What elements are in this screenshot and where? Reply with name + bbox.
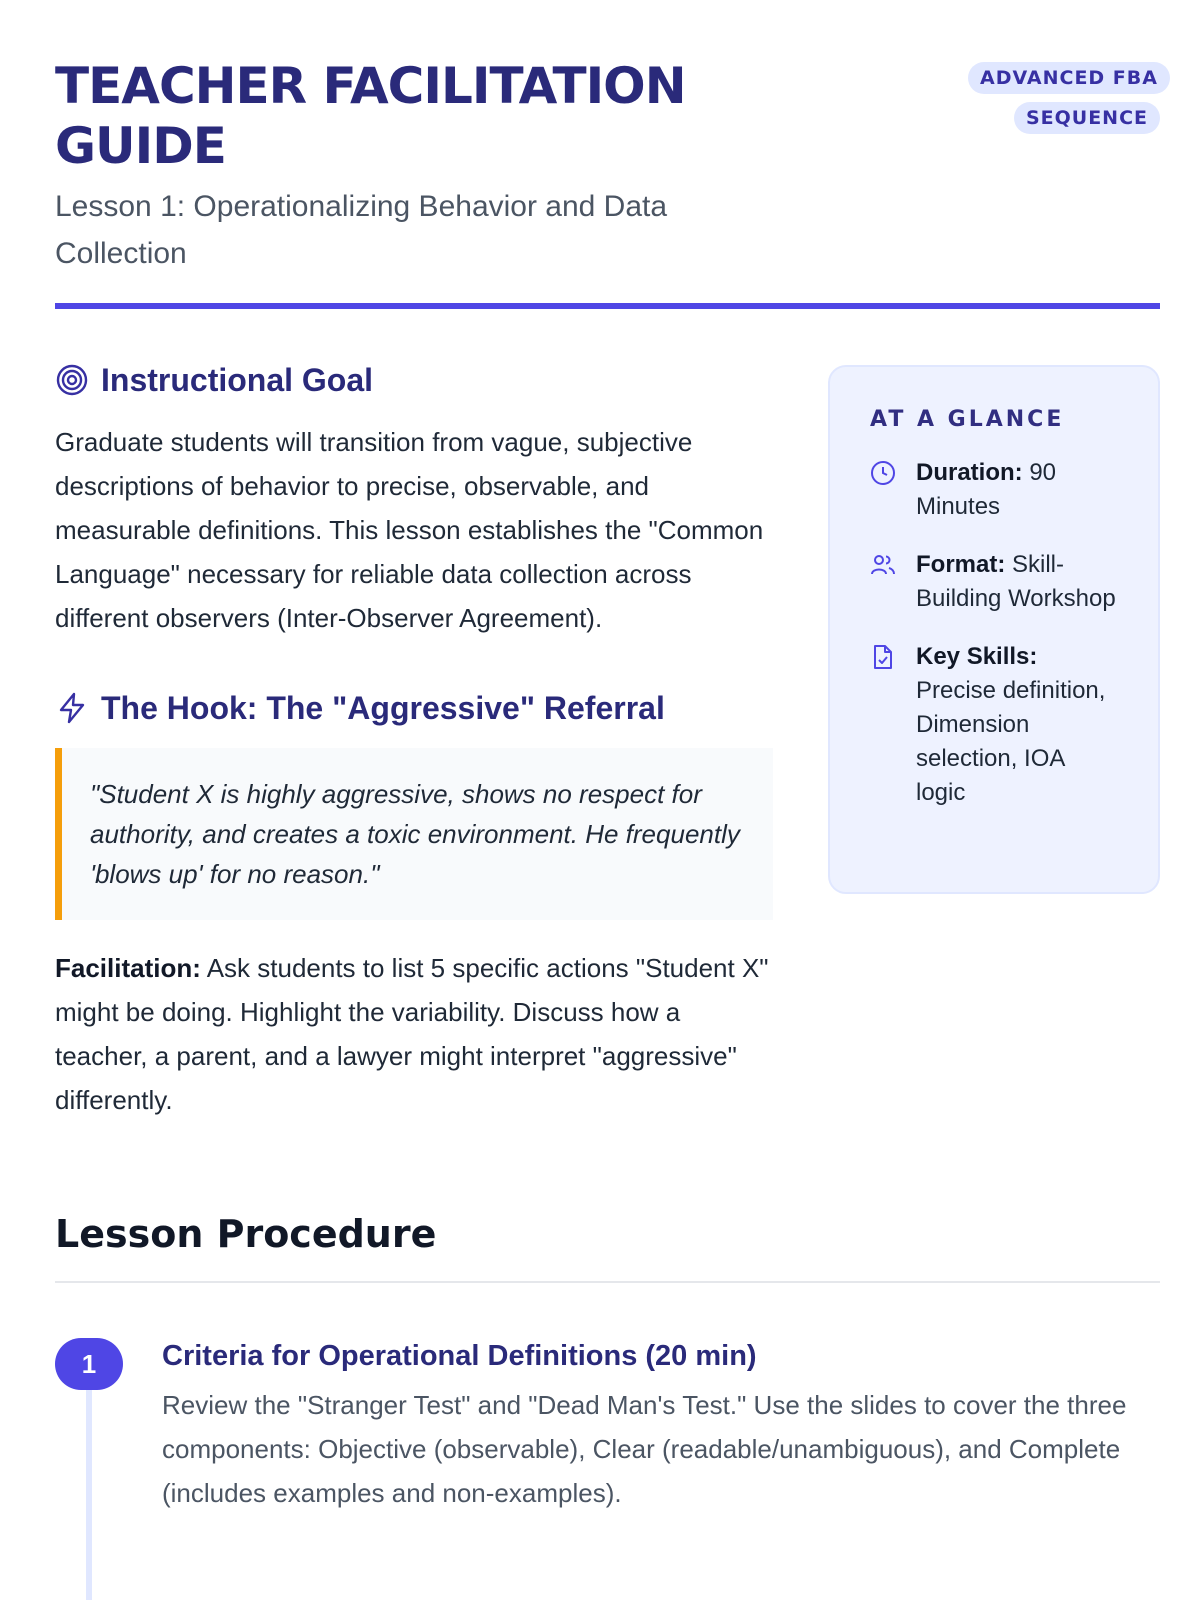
glance-duration-text <box>916 456 1118 524</box>
glance-format-label: Format: <box>916 551 1006 578</box>
instructional-goal-title: Instructional Goal <box>101 361 374 398</box>
glance-duration-value: 90 Minutes <box>916 459 1057 520</box>
referral-quote: "Student X is highly aggressive, shows no respect for authority, and creates a toxic environment. He frequently 'blows up' for no reason." <box>55 748 773 920</box>
facilitation-label: Facilitation: <box>55 953 201 983</box>
lesson-procedure-heading: Lesson Procedure <box>55 1212 437 1256</box>
facilitation-note <box>55 946 775 1122</box>
facilitation-text: Ask students to list 5 specific actions "Student X" might be doing. Highlight the variability. Discuss how a teacher, a parent, and a lawyer might interpret "aggressive" differently. <box>55 953 769 1115</box>
target-icon <box>55 363 89 397</box>
header-divider <box>55 303 1160 309</box>
glance-key-skills-value: Precise definition, Dimension selection, IOA logic <box>916 677 1106 806</box>
hook-heading <box>55 688 775 728</box>
clock-icon <box>870 460 896 486</box>
instructional-goal-heading <box>55 360 775 400</box>
step-heading: Criteria for Operational Definitions (20 min) <box>162 1340 757 1372</box>
glance-key-skills-text <box>916 640 1118 810</box>
step-timeline-line <box>86 1378 92 1600</box>
glance-item-key-skills <box>870 640 1118 810</box>
procedure-divider <box>55 1281 1160 1283</box>
page <box>55 0 1160 1600</box>
glance-key-skills-label: Key Skills: <box>916 643 1038 670</box>
main-column <box>55 360 775 1122</box>
hook-title: The Hook: The "Aggressive" Referral <box>101 689 665 726</box>
at-a-glance-title: AT A GLANCE <box>870 407 1065 432</box>
step-description: Review the "Stranger Test" and "Dead Man's Test." Use the slides to cover the three components: Objective (observable), Clear (readable/unambiguous), and Complete (includes examples and non-examples). <box>162 1390 1127 1508</box>
glance-format-text <box>916 548 1118 616</box>
glance-item-duration <box>870 456 1118 524</box>
document-icon <box>870 644 896 670</box>
sequence-badge-label: ADVANCED FBA SEQUENCE <box>968 62 1170 134</box>
at-a-glance-panel <box>828 365 1160 894</box>
step-number-badge: 1 <box>55 1338 123 1390</box>
instructional-goal-text: Graduate students will transition from vague, subjective descriptions of behavior to precise, observable, and measurable definitions. This lesson establishes the "Common Language" necessary for reliable data collection across different observers (Inter-Observer Agreement). <box>55 427 764 633</box>
glance-item-format <box>870 548 1118 616</box>
glance-format-value: Skill-Building Workshop <box>916 551 1116 612</box>
glance-duration-label: Duration: <box>916 459 1023 486</box>
page-title: TEACHER FACILITATION GUIDE <box>55 57 686 175</box>
lesson-subtitle: Lesson 1: Operationalizing Behavior and Data Collection <box>55 190 668 270</box>
lightning-icon <box>55 691 89 725</box>
users-icon <box>870 552 896 578</box>
guide-header <box>55 50 1160 310</box>
sequence-badge <box>968 58 1160 138</box>
